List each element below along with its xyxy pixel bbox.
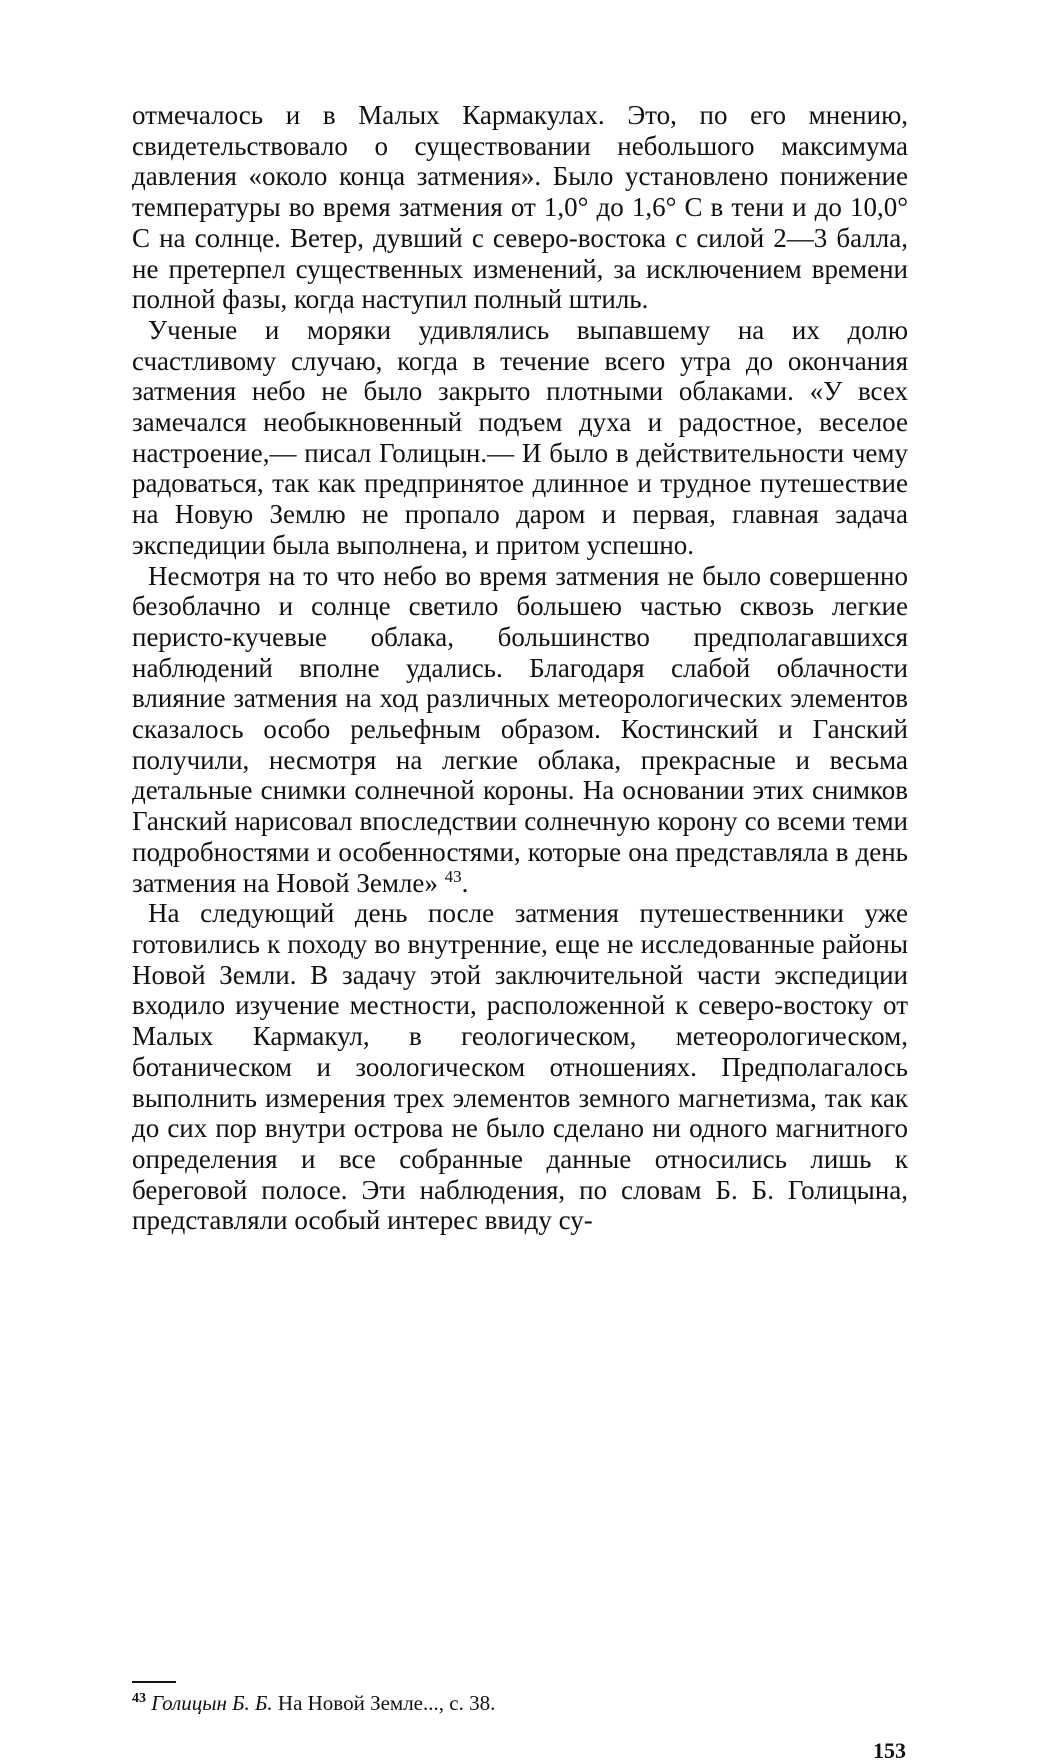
footnote-reference[interactable]: 43 bbox=[444, 866, 462, 886]
page-number: 153 bbox=[873, 1738, 906, 1763]
footnote-number: 43 bbox=[132, 1691, 146, 1706]
paragraph-1 bbox=[132, 100, 908, 315]
paragraph-2 bbox=[132, 315, 908, 561]
paragraph-tail: . bbox=[461, 867, 469, 898]
paragraph-text: На следующий день после затмения путешественники уже готовились к походу во внутренние, еще не исследованные районы Новой Земли. В задачу этой заключительной части экспедиции входило изучение местности, расположенной к северо-востоку от Малых Кармакул, в геологическом, метеорологическом, ботаническом и зоологическом отношениях. Предполагалось выполнить измерения трех элементов земного магнетизма, так как до сих пор внутри острова не было сделано ни одного магнитного определения и все собранные данные относились лишь к береговой полосе. Эти наблюдения, по словам Б. Б. Голицына, представляли особый интерес ввиду су- bbox=[132, 898, 908, 1236]
paragraph-text: Ученые и моряки удивлялись выпавшему на их долю счастливому случаю, когда в течение всего утра до окончания затмения небо не было закрыто плотными облаками. «У всех замечался необыкновенный подъем духа и радостное, веселое настроение,— писал Голицын.— И было в действительности чему радоваться, так как предпринятое длинное и трудное путешествие на Новую Землю не пропало даром и первая, главная задача экспедиции была выполнена, и притом успешно. bbox=[132, 314, 908, 560]
paragraph-text: Несмотря на то что небо во время затмения не было совершенно безоблачно и солнце светило большею частью сквозь легкие перисто-кучевые облака, большинство предполагавшихся наблюдений вполне удались. Благодаря слабой облачности влияние затмения на ход различных метеорологических элементов сказалось особо рельефным образом. Костинский и Ганский получили, несмотря на легкие облака, прекрасные и весьма детальные снимки солнечной короны. На основании этих снимков Ганский нарисовал впоследствии солнечную корону со всеми теми подробностями и особенностями, которые она представляла в день затмения на Новой Земле» bbox=[132, 560, 908, 898]
footnote-author: Голицын Б. Б. bbox=[151, 1691, 273, 1715]
paragraph-4 bbox=[132, 898, 908, 1236]
page-body bbox=[132, 100, 908, 1236]
footnote-text: На Новой Земле..., с. 38. bbox=[277, 1691, 496, 1715]
footnote bbox=[132, 1690, 908, 1716]
paragraph-3 bbox=[132, 561, 908, 899]
paragraph-text: отмечалось и в Малых Кармакулах. Это, по его мнению, свидетельствовало о существовании небольшого максимума давления «около конца затмения». Было установлено понижение температуры во время затмения от 1,0° до 1,6° С в тени и до 10,0° С на солнце. Ветер, дувший с северо-востока с силой 2—3 балла, не претерпел существенных изменений, за исключением времени полной фазы, когда наступил полный штиль. bbox=[132, 100, 908, 315]
footnote-divider bbox=[132, 1681, 176, 1683]
